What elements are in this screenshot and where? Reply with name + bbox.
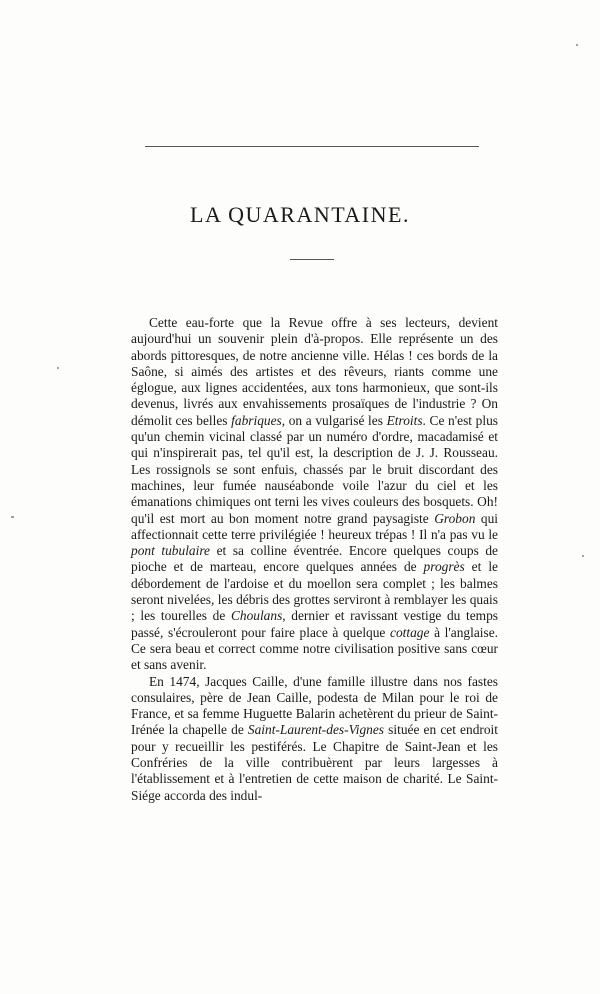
text-run: En 1474, Jacques Caille, d'une famille illustre dans nos fastes consulaires, père de Jean Caille, podesta de Milan pour le roi de France, et sa femme Huguette Balarin achetèrent du prieur de Saint-Irénée la chapelle de [131, 673, 498, 738]
margin-speck [576, 44, 578, 46]
body-text [131, 315, 498, 804]
text-run: et sa colline éventrée. Encore quelques coups de pioche et de marteau, encore quelques années de [131, 543, 498, 575]
italic-run: Saint-Laurent-des-Vignes [247, 722, 385, 738]
text-run: située en cet endroit pour y recueillir les pestiférés. Le Chapitre de Saint-Jean et les Confréries de la ville contribuèrent par leurs largesses à l'établissement et à l'entretien de cette maison de charité. Le Saint-Siége accorda des indul- [131, 722, 498, 803]
italic-run: Etroits [386, 412, 423, 428]
text-run: , dernier et ravissant vestige du temps passé, s'écrouleront pour faire place à quelque [131, 608, 499, 640]
text-run: qui affectionnait cette terre privilégiée ! heureux trépas ! Il n'a pas vu le [131, 510, 498, 542]
text-run: et le débordement de l'ardoise et du moellon sera complet ; les balmes seront nivelées, les débris des grottes serviront à remblayer les quais ; les tourelles de [131, 559, 498, 624]
text-run: Cette eau-forte que la Revue offre à ses lecteurs, devient aujourd'hui un souvenir plein d'à-propos. Elle représente un des abords pittoresques, de notre ancienne ville. Hélas ! ces bords de la Saône, si aimés des artistes et des rêveurs, riants comme une églogue, aux lignes accidentées, aux tons harmonieux, que sont-ils devenus, livrés aux envahissements prosaïques de l'industrie ? On démolit ces belles [131, 315, 498, 428]
text-run: à l'anglaise. Ce sera beau et correct comme notre civilisation positive sans cœur et sans avenir. [131, 624, 498, 673]
italic-run: cottage [390, 624, 430, 640]
title-rule [290, 259, 334, 260]
paragraph [131, 315, 498, 674]
italic-run: fabriques [231, 412, 282, 428]
italic-run: Choulans [230, 608, 283, 624]
italic-run: progrès [423, 559, 465, 575]
italic-run: pont tubulaire [131, 543, 210, 559]
margin-speck [582, 555, 584, 557]
top-rule [145, 146, 479, 147]
text-run: , on a vulgarisé les [281, 412, 387, 428]
paragraph [131, 674, 498, 804]
chapter-title: LA QUARANTAINE. [190, 202, 410, 227]
text-run: . Ce n'est plus qu'un chemin vicinal classé par un numéro d'ordre, macadamisé et qui n'inspirerait pas, tel qu'il est, la description de J. J. Rousseau. Les rossignols se sont enfuis, chassés par le bruit discordant des machines, leur fumée nauséabonde voile l'azur du ciel et les émanations chimiques ont terni les vives couleurs des bosquets. Oh! qu'il est mort au bon moment notre grand paysagiste [131, 412, 498, 526]
margin-speck [11, 516, 14, 518]
margin-speck [57, 367, 59, 369]
italic-run: Grobon [434, 510, 476, 526]
